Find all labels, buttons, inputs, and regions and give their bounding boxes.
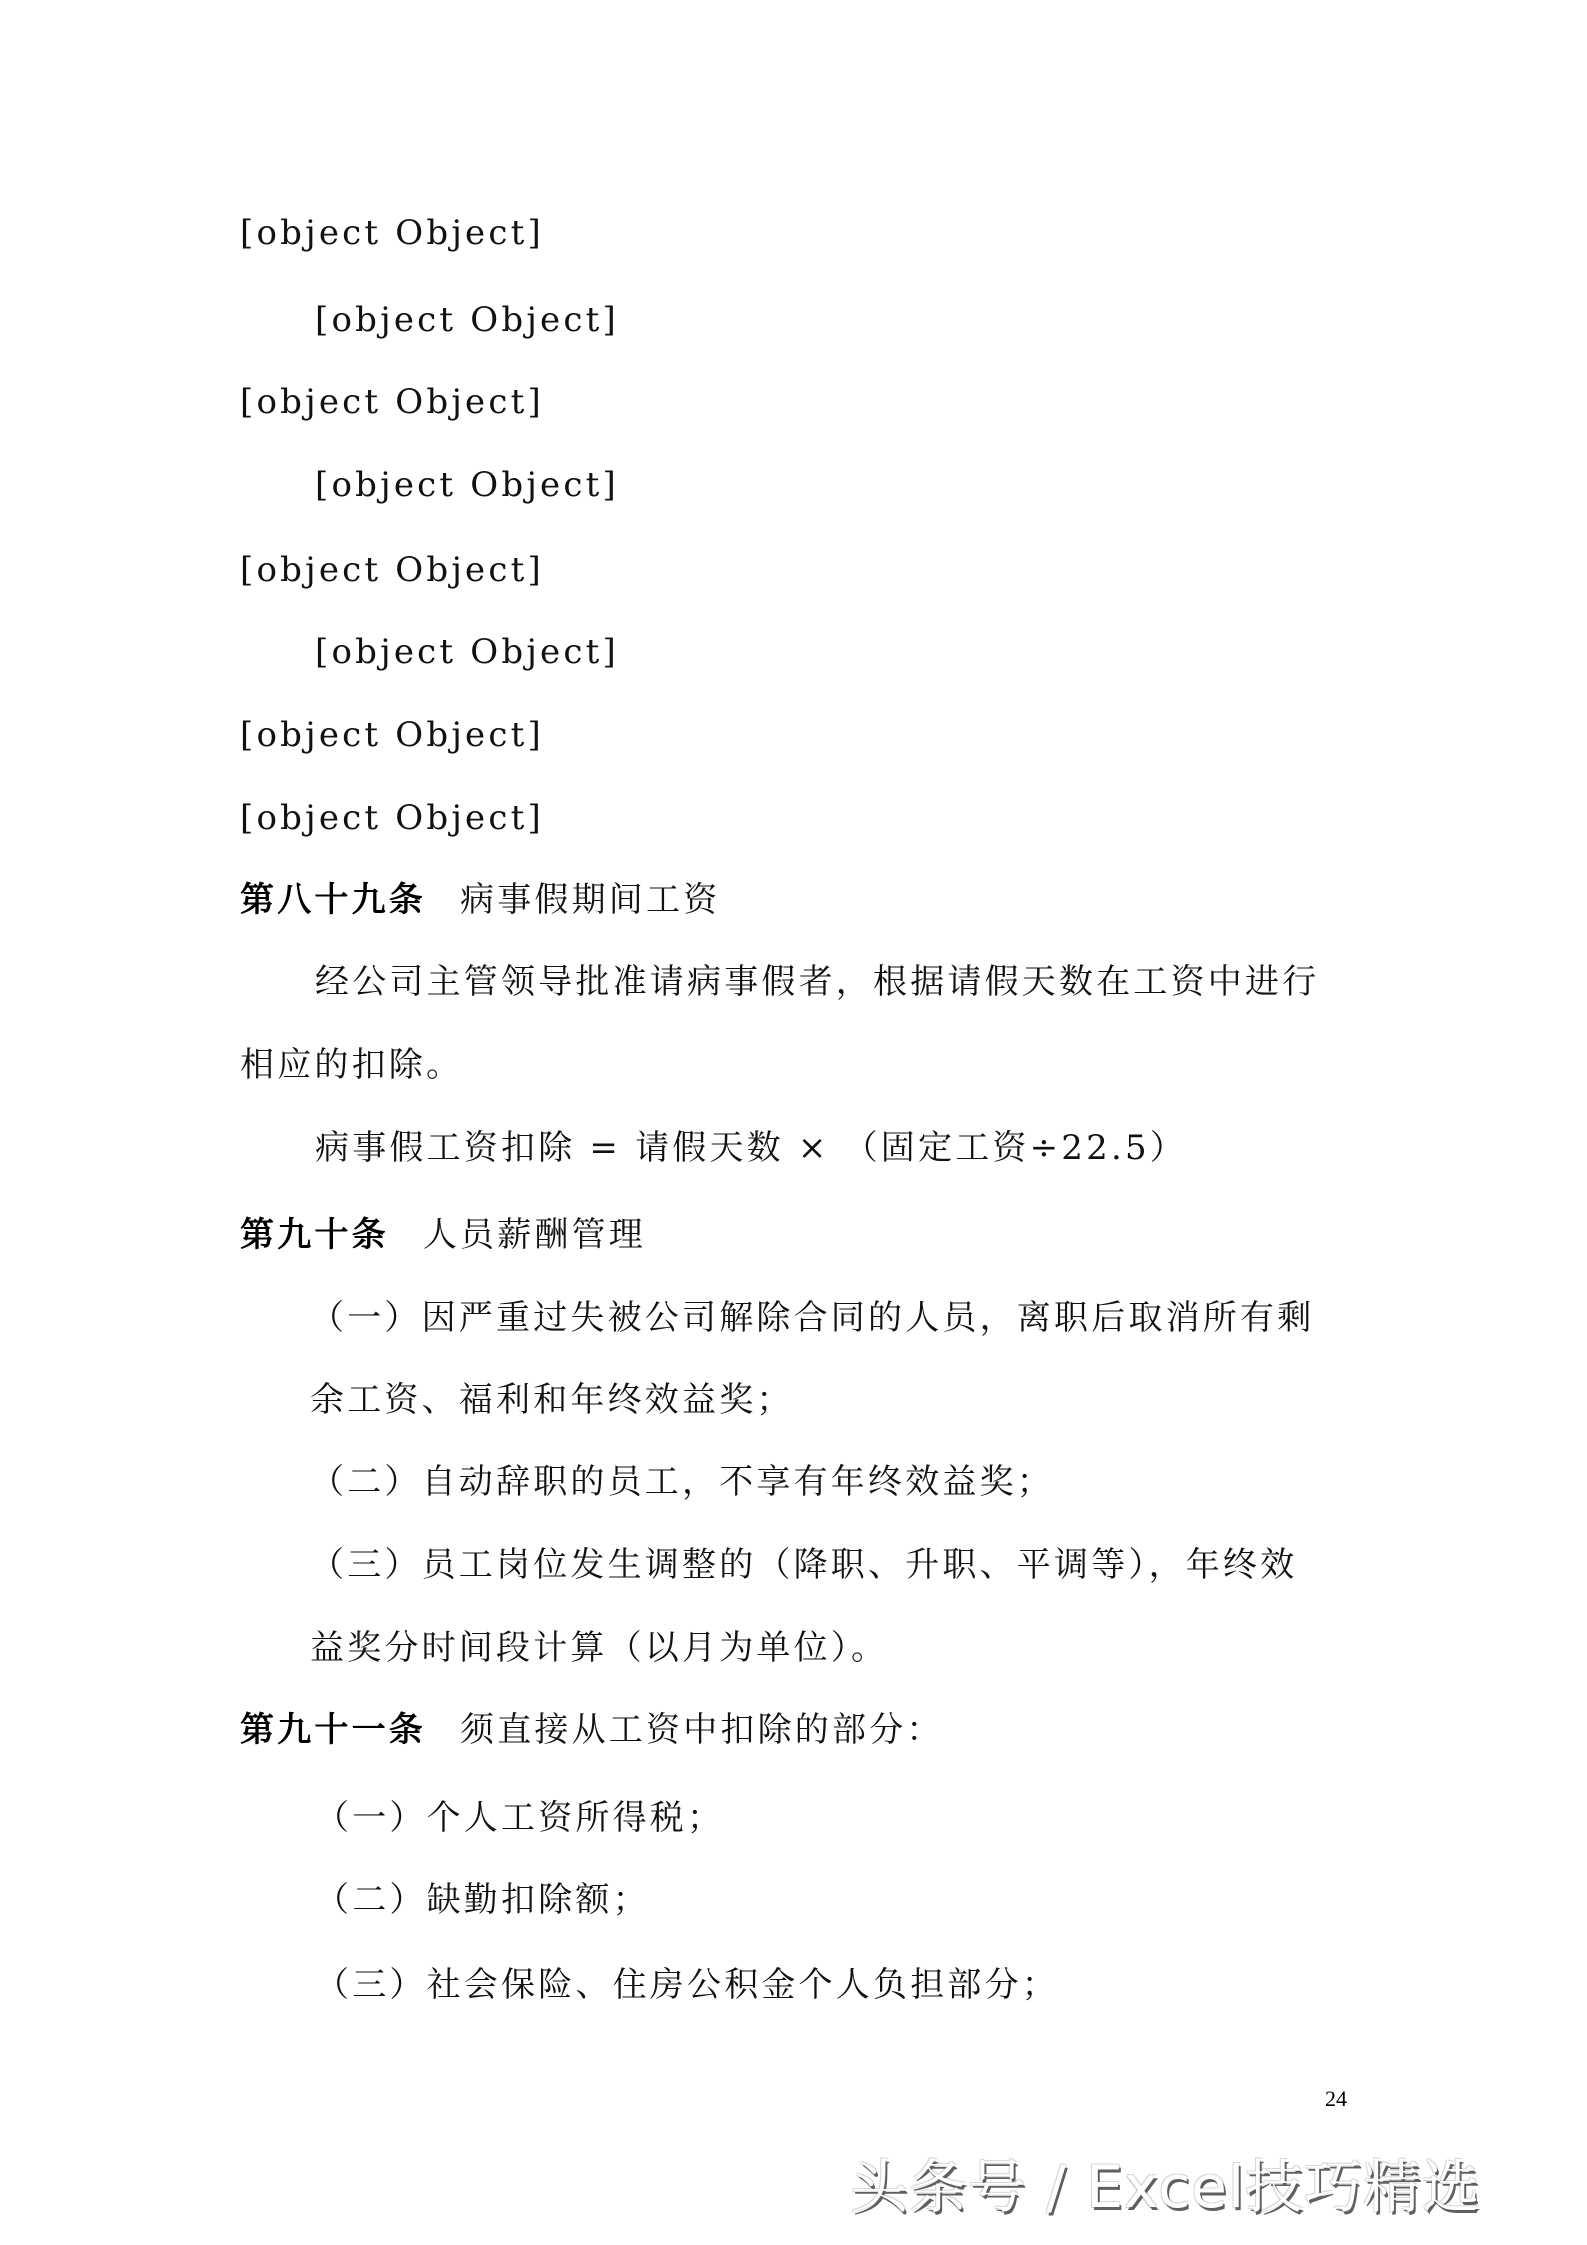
article-90-label: 第九十条 xyxy=(240,1215,389,1255)
article-89-heading xyxy=(240,878,720,922)
article-90-heading xyxy=(240,1213,646,1257)
article-89-body-line: 相应的扣除。 xyxy=(240,1045,464,1085)
page-number: 24 xyxy=(1325,2086,1347,2111)
article-91-item: （二）缺勤扣除额； xyxy=(315,1880,650,1920)
list-item-4-line: [object Object] xyxy=(315,465,619,505)
paragraph-line: [object Object] xyxy=(240,550,544,590)
article-90-item-line: 益奖分时间段计算（以月为单位）。 xyxy=(310,1628,889,1668)
article-89-title: 病事假期间工资 xyxy=(460,880,721,920)
article-90-item-line: （三）员工岗位发生调整的（降职、升职、平调等），年终效 xyxy=(310,1545,1298,1585)
list-item-5-line: [object Object] xyxy=(315,632,619,672)
article-89-formula: 病事假工资扣除 = 请假天数 × （固定工资÷22.5） xyxy=(315,1128,1187,1168)
article-91-item: （一）个人工资所得税； xyxy=(315,1798,725,1838)
article-90-item-line: （二）自动辞职的员工，不享有年终效益奖； xyxy=(310,1462,1054,1502)
paragraph-line: [object Object] xyxy=(240,382,544,422)
article-90-item-line: （一）因严重过失被公司解除合同的人员，离职后取消所有剩 xyxy=(310,1298,1315,1338)
article-89-body-line: 经公司主管领导批准请病事假者，根据请假天数在工资中进行 xyxy=(315,962,1320,1002)
list-item-3-line: [object Object] xyxy=(315,300,619,340)
paragraph-line: [object Object] xyxy=(240,213,544,253)
article-91-title: 须直接从工资中扣除的部分： xyxy=(460,1710,944,1750)
article-91-label: 第九十一条 xyxy=(240,1710,426,1750)
article-90-item-line: 余工资、福利和年终效益奖； xyxy=(310,1380,794,1420)
paragraph-line: [object Object] xyxy=(240,715,544,755)
article-90-title: 人员薪酬管理 xyxy=(422,1215,647,1255)
article-91-heading xyxy=(240,1708,944,1752)
article-89-label: 第八十九条 xyxy=(240,880,426,920)
article-91-item: （三）社会保险、住房公积金个人负担部分； xyxy=(315,1965,1059,2005)
watermark-text: 头条号 / Excel技巧精选 xyxy=(850,2153,1482,2221)
paragraph-line: [object Object] xyxy=(240,798,544,838)
